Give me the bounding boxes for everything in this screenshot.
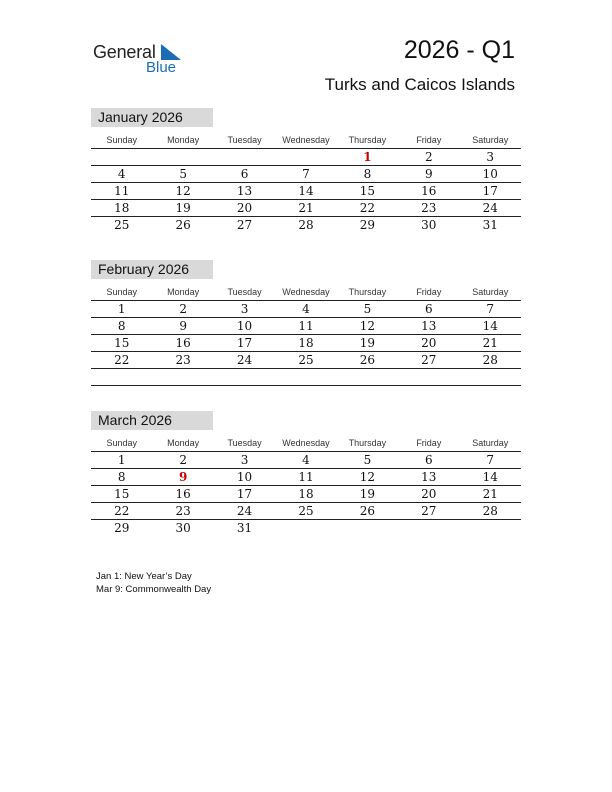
day-cell: 8 xyxy=(363,167,372,181)
weekday-label: Thursday xyxy=(348,287,387,297)
day-cell: 21 xyxy=(482,487,498,501)
day-cell: 7 xyxy=(486,453,495,467)
day-cell xyxy=(91,369,152,385)
logo xyxy=(93,40,193,80)
day-cell: 1 xyxy=(117,302,126,316)
day-cell: 17 xyxy=(236,487,253,501)
weekday-header-row xyxy=(91,435,521,452)
logo-blue-text: Blue xyxy=(146,59,177,76)
day-cell xyxy=(275,149,336,165)
day-cell xyxy=(275,520,336,536)
weekday-label: Tuesday xyxy=(227,438,262,448)
day-cell xyxy=(460,520,521,536)
day-cell: 28 xyxy=(298,218,314,232)
day-cell: 16 xyxy=(175,336,191,350)
day-cell: 20 xyxy=(421,487,437,501)
day-cell: 8 xyxy=(117,319,126,333)
day-cell: 25 xyxy=(298,353,314,367)
day-cell: 19 xyxy=(359,487,376,501)
weekday-label: Monday xyxy=(167,287,200,297)
day-cell: 6 xyxy=(425,302,433,316)
day-cell: 31 xyxy=(482,218,498,232)
day-cell: 15 xyxy=(114,487,130,501)
day-cell: 4 xyxy=(302,302,310,316)
day-cell xyxy=(214,149,275,165)
day-cell: 12 xyxy=(359,470,376,484)
weekday-label: Sunday xyxy=(106,438,137,448)
calendar-grid xyxy=(91,132,521,233)
day-cell: 13 xyxy=(236,184,253,198)
day-cell: 18 xyxy=(298,487,314,501)
week-row xyxy=(91,503,521,520)
day-cell: 23 xyxy=(421,201,437,215)
holiday-note: Jan 1: New Year’s Day xyxy=(96,571,192,582)
day-cell: 3 xyxy=(240,453,249,467)
day-cell: 9 xyxy=(179,319,187,333)
day-cell xyxy=(275,369,336,385)
weekday-label: Wednesday xyxy=(282,135,330,145)
holiday-notes xyxy=(96,570,211,596)
day-cell: 16 xyxy=(175,487,191,501)
day-cell: 24 xyxy=(236,353,253,367)
day-cell: 29 xyxy=(359,218,376,232)
week-row xyxy=(91,352,521,369)
day-cell: 11 xyxy=(298,470,314,484)
day-cell: 18 xyxy=(298,336,314,350)
week-row xyxy=(91,452,521,469)
week-row xyxy=(91,335,521,352)
day-cell: 5 xyxy=(363,453,372,467)
day-cell: 14 xyxy=(298,184,314,198)
weekday-label: Friday xyxy=(416,135,442,145)
day-cell: 25 xyxy=(114,218,130,232)
weekday-label: Thursday xyxy=(348,438,387,448)
day-cell: 31 xyxy=(236,521,253,535)
week-row xyxy=(91,217,521,233)
day-cell xyxy=(398,520,459,536)
weekday-label: Sunday xyxy=(106,287,137,297)
weekday-label: Friday xyxy=(416,287,442,297)
day-cell: 7 xyxy=(302,167,310,181)
week-row xyxy=(91,469,521,486)
calendar-grid xyxy=(91,435,521,536)
day-cell: 10 xyxy=(236,470,253,484)
day-cell: 15 xyxy=(359,184,376,198)
month-march xyxy=(91,411,521,536)
day-cell xyxy=(152,149,213,165)
logo-general-text: General xyxy=(93,42,156,62)
day-cell: 26 xyxy=(359,504,376,518)
day-cell: 3 xyxy=(240,302,249,316)
day-cell: 24 xyxy=(236,504,253,518)
day-cell: 11 xyxy=(298,319,314,333)
day-cell: 2 xyxy=(179,302,187,316)
week-row xyxy=(91,318,521,335)
day-cell: 14 xyxy=(482,319,498,333)
day-cell: 5 xyxy=(179,167,187,181)
day-cell: 21 xyxy=(482,336,498,350)
day-cell: 23 xyxy=(175,504,191,518)
week-row xyxy=(91,301,521,318)
day-cell: 10 xyxy=(236,319,253,333)
weekday-label: Tuesday xyxy=(227,287,262,297)
day-cell: 12 xyxy=(359,319,376,333)
logo-triangle-icon xyxy=(161,44,181,60)
day-cell: 6 xyxy=(425,453,433,467)
month-february xyxy=(91,260,521,386)
day-cell: 24 xyxy=(482,201,498,215)
day-cell xyxy=(91,149,152,165)
day-cell: 26 xyxy=(359,353,376,367)
calendar-grid xyxy=(91,284,521,386)
day-cell: 19 xyxy=(359,336,376,350)
day-cell: 23 xyxy=(175,353,191,367)
day-cell: 28 xyxy=(482,353,498,367)
day-cell: 29 xyxy=(114,521,130,535)
weekday-label: Wednesday xyxy=(282,438,330,448)
day-cell: 7 xyxy=(486,302,495,316)
day-cell: 27 xyxy=(421,353,437,367)
holiday-note: Mar 9: Commonwealth Day xyxy=(96,584,212,595)
week-row xyxy=(91,369,521,386)
weekday-label: Thursday xyxy=(348,135,387,145)
day-cell: 13 xyxy=(421,319,437,333)
day-cell: 3 xyxy=(486,150,495,164)
weekday-header-row xyxy=(91,284,521,301)
weekday-label: Sunday xyxy=(106,135,137,145)
day-cell: 1 xyxy=(117,453,126,467)
day-cell: 5 xyxy=(363,302,372,316)
month-title: March 2026 xyxy=(91,411,213,430)
day-cell xyxy=(460,369,521,385)
day-cell: 25 xyxy=(298,504,314,518)
day-cell: 12 xyxy=(175,184,191,198)
day-cell: 17 xyxy=(236,336,253,350)
day-cell: 11 xyxy=(114,184,130,198)
day-cell: 17 xyxy=(482,184,498,198)
week-row xyxy=(91,520,521,536)
day-cell: 27 xyxy=(236,218,253,232)
day-cell: 14 xyxy=(482,470,498,484)
day-cell xyxy=(337,520,398,536)
day-cell: 18 xyxy=(114,201,130,215)
day-cell: 30 xyxy=(421,218,437,232)
month-title: January 2026 xyxy=(91,108,213,127)
day-cell: 8 xyxy=(117,470,126,484)
week-row xyxy=(91,166,521,183)
weekday-header-row xyxy=(91,132,521,149)
weekday-label: Saturday xyxy=(472,287,509,297)
day-cell: 10 xyxy=(482,167,498,181)
day-cell: 28 xyxy=(482,504,498,518)
holiday-day-cell: 9 xyxy=(178,470,188,484)
week-row xyxy=(91,200,521,217)
day-cell: 30 xyxy=(175,521,191,535)
country-name: Turks and Caicos Islands xyxy=(324,75,515,94)
day-cell: 22 xyxy=(114,353,130,367)
day-cell: 26 xyxy=(175,218,191,232)
day-cell: 9 xyxy=(425,167,433,181)
weekday-label: Tuesday xyxy=(227,135,262,145)
day-cell: 22 xyxy=(359,201,376,215)
weekday-label: Monday xyxy=(167,135,200,145)
month-january xyxy=(91,108,521,233)
day-cell xyxy=(152,369,213,385)
month-title: February 2026 xyxy=(91,260,213,279)
day-cell: 19 xyxy=(175,201,191,215)
weekday-label: Saturday xyxy=(472,438,509,448)
day-cell xyxy=(214,369,275,385)
day-cell: 21 xyxy=(298,201,314,215)
week-row xyxy=(91,183,521,200)
weekday-label: Friday xyxy=(416,438,442,448)
page-title: 2026 - Q1 xyxy=(403,36,515,64)
weekday-label: Saturday xyxy=(472,135,509,145)
week-row xyxy=(91,486,521,503)
holiday-day-cell: 1 xyxy=(363,150,372,164)
day-cell: 4 xyxy=(302,453,310,467)
day-cell xyxy=(398,369,459,385)
day-cell: 15 xyxy=(114,336,130,350)
day-cell: 16 xyxy=(421,184,437,198)
weekday-label: Monday xyxy=(167,438,200,448)
day-cell: 13 xyxy=(421,470,437,484)
day-cell: 4 xyxy=(117,167,126,181)
day-cell: 2 xyxy=(179,453,187,467)
week-row xyxy=(91,149,521,166)
day-cell: 20 xyxy=(421,336,437,350)
day-cell: 6 xyxy=(240,167,249,181)
day-cell: 20 xyxy=(236,201,253,215)
day-cell: 22 xyxy=(114,504,130,518)
day-cell: 2 xyxy=(425,150,433,164)
day-cell xyxy=(337,369,398,385)
day-cell: 27 xyxy=(421,504,437,518)
weekday-label: Wednesday xyxy=(282,287,330,297)
